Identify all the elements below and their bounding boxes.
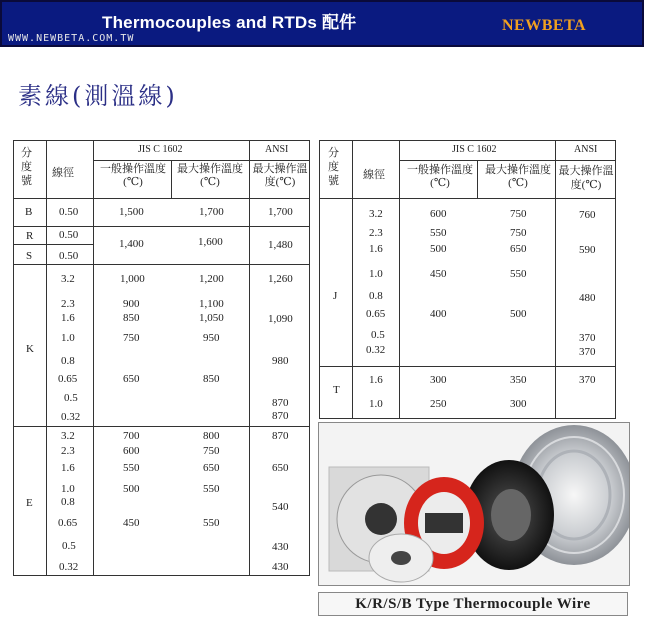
e-diameter-3: 1.0 <box>61 483 75 495</box>
j-max-0: 750 <box>510 208 527 220</box>
r-header-ansi: ANSI <box>574 144 598 155</box>
e-normal-0: 700 <box>123 430 140 442</box>
e-max-3: 550 <box>203 483 220 495</box>
r-header-max-temp: 最大操作溫度 (℃) <box>485 164 551 189</box>
grade-s: S <box>26 250 33 262</box>
t-normal-0: 300 <box>430 374 447 386</box>
e-normal-3: 500 <box>123 483 140 495</box>
e-ansi-1: 650 <box>272 462 289 474</box>
e-ansi-3: 430 <box>272 541 289 553</box>
j-ansi-3: 370 <box>579 332 596 344</box>
j-normal-1: 550 <box>430 227 447 239</box>
header-grade: 分 度 號 <box>21 147 32 187</box>
normal-b: 1,500 <box>119 206 144 218</box>
grade-b: B <box>25 206 33 218</box>
max-rs: 1,600 <box>198 236 223 248</box>
header-max-temp: 最大操作溫度 (℃) <box>177 163 243 188</box>
ansi-b: 1,700 <box>268 206 293 218</box>
left-table-grid <box>13 140 310 576</box>
j-diameter-0: 3.2 <box>369 208 383 220</box>
k-max-4: 850 <box>203 373 220 385</box>
r-header-ansi-max-temp: 最大操作溫 度(℃) <box>558 165 614 191</box>
r-header-jis: JIS C 1602 <box>452 144 497 155</box>
k-diameter-2: 1.6 <box>61 312 75 324</box>
k-max-0: 1,200 <box>199 273 224 285</box>
header-banner <box>0 0 644 47</box>
brand-logo-text: NEWBETA <box>502 17 587 34</box>
e-max-0: 800 <box>203 430 220 442</box>
j-max-4: 500 <box>510 308 527 320</box>
diameter-s: 0.50 <box>59 250 79 262</box>
e-ansi-0: 870 <box>272 430 289 442</box>
ansi-rs: 1,480 <box>268 239 293 251</box>
k-normal-1: 900 <box>123 298 140 310</box>
diameter-b: 0.50 <box>59 206 79 218</box>
header-ansi: ANSI <box>265 144 289 155</box>
j-max-2: 650 <box>510 243 527 255</box>
k-ansi-2: 980 <box>272 355 289 367</box>
k-max-1: 1,100 <box>199 298 224 310</box>
banner-url[interactable]: WWW.NEWBETA.COM.TW <box>8 33 135 44</box>
t-ansi-0: 370 <box>579 374 596 386</box>
j-diameter-1: 2.3 <box>369 227 383 239</box>
j-normal-3: 450 <box>430 268 447 280</box>
k-normal-3: 750 <box>123 332 140 344</box>
t-normal-1: 250 <box>430 398 447 410</box>
k-ansi-1: 1,090 <box>268 313 293 325</box>
k-normal-0: 1,000 <box>120 273 145 285</box>
k-diameter-7: 0.32 <box>61 411 81 423</box>
j-ansi-0: 760 <box>579 209 596 221</box>
e-ansi-4: 430 <box>272 561 289 573</box>
normal-rs: 1,400 <box>119 238 144 250</box>
k-max-2: 1,050 <box>199 312 224 324</box>
header-ansi-max-temp: 最大操作溫 度(℃) <box>252 163 308 188</box>
e-normal-1: 600 <box>123 445 140 457</box>
e-ansi-2: 540 <box>272 501 289 513</box>
k-diameter-1: 2.3 <box>61 298 75 310</box>
k-ansi-4: 870 <box>272 410 289 422</box>
banner-title: Thermocouples and RTDs 配件 <box>102 13 357 32</box>
r-header-normal-temp: 一般操作溫度 (℃) <box>407 164 473 189</box>
photo-caption: K/R/S/B Type Thermocouple Wire <box>318 592 628 616</box>
header-diameter: 線徑 <box>52 167 74 179</box>
t-max-0: 350 <box>510 374 527 386</box>
left-spec-table <box>13 140 310 576</box>
j-diameter-2: 1.6 <box>369 243 383 255</box>
k-diameter-6: 0.5 <box>64 392 78 404</box>
r-header-diameter: 線徑 <box>363 169 385 181</box>
t-diameter-0: 1.6 <box>369 374 383 386</box>
product-photo <box>318 422 630 586</box>
j-diameter-7: 0.32 <box>366 344 386 356</box>
k-ansi-0: 1,260 <box>268 273 293 285</box>
e-diameter-7: 0.32 <box>59 561 79 573</box>
grade-j: J <box>333 290 338 302</box>
j-diameter-4: 0.8 <box>369 290 383 302</box>
grade-t: T <box>333 384 340 396</box>
k-normal-2: 850 <box>123 312 140 324</box>
j-max-3: 550 <box>510 268 527 280</box>
e-diameter-0: 3.2 <box>61 430 75 442</box>
diameter-r: 0.50 <box>59 229 79 241</box>
e-diameter-4: 0.8 <box>61 496 75 508</box>
k-normal-4: 650 <box>123 373 140 385</box>
page-title: 素線(測溫線) <box>18 82 178 110</box>
grade-r: R <box>26 230 34 242</box>
t-max-1: 300 <box>510 398 527 410</box>
e-diameter-6: 0.5 <box>62 540 76 552</box>
e-diameter-2: 1.6 <box>61 462 75 474</box>
e-diameter-1: 2.3 <box>61 445 75 457</box>
header-normal-temp: 一般操作溫度 (℃) <box>100 163 166 188</box>
j-diameter-3: 1.0 <box>369 268 383 280</box>
j-normal-0: 600 <box>430 208 447 220</box>
k-diameter-5: 0.65 <box>58 373 78 385</box>
j-normal-4: 400 <box>430 308 447 320</box>
j-max-1: 750 <box>510 227 527 239</box>
k-diameter-0: 3.2 <box>61 273 75 285</box>
j-ansi-4: 370 <box>579 346 596 358</box>
j-ansi-2: 480 <box>579 292 596 304</box>
t-diameter-1: 1.0 <box>369 398 383 410</box>
wire-spools-illustration <box>319 423 629 585</box>
e-diameter-5: 0.65 <box>58 517 78 529</box>
k-max-3: 950 <box>203 332 220 344</box>
j-normal-2: 500 <box>430 243 447 255</box>
k-ansi-3: 870 <box>272 397 289 409</box>
e-max-4: 550 <box>203 517 220 529</box>
grade-e: E <box>26 497 33 509</box>
e-max-2: 650 <box>203 462 220 474</box>
r-header-grade: 分 度 號 <box>328 147 339 187</box>
k-diameter-4: 0.8 <box>61 355 75 367</box>
e-normal-4: 450 <box>123 517 140 529</box>
j-diameter-6: 0.5 <box>371 329 385 341</box>
e-max-1: 750 <box>203 445 220 457</box>
k-diameter-3: 1.0 <box>61 332 75 344</box>
grade-k: K <box>26 343 34 355</box>
j-ansi-1: 590 <box>579 244 596 256</box>
max-b: 1,700 <box>199 206 224 218</box>
j-diameter-5: 0.65 <box>366 308 386 320</box>
e-normal-2: 550 <box>123 462 140 474</box>
header-jis: JIS C 1602 <box>138 144 183 155</box>
